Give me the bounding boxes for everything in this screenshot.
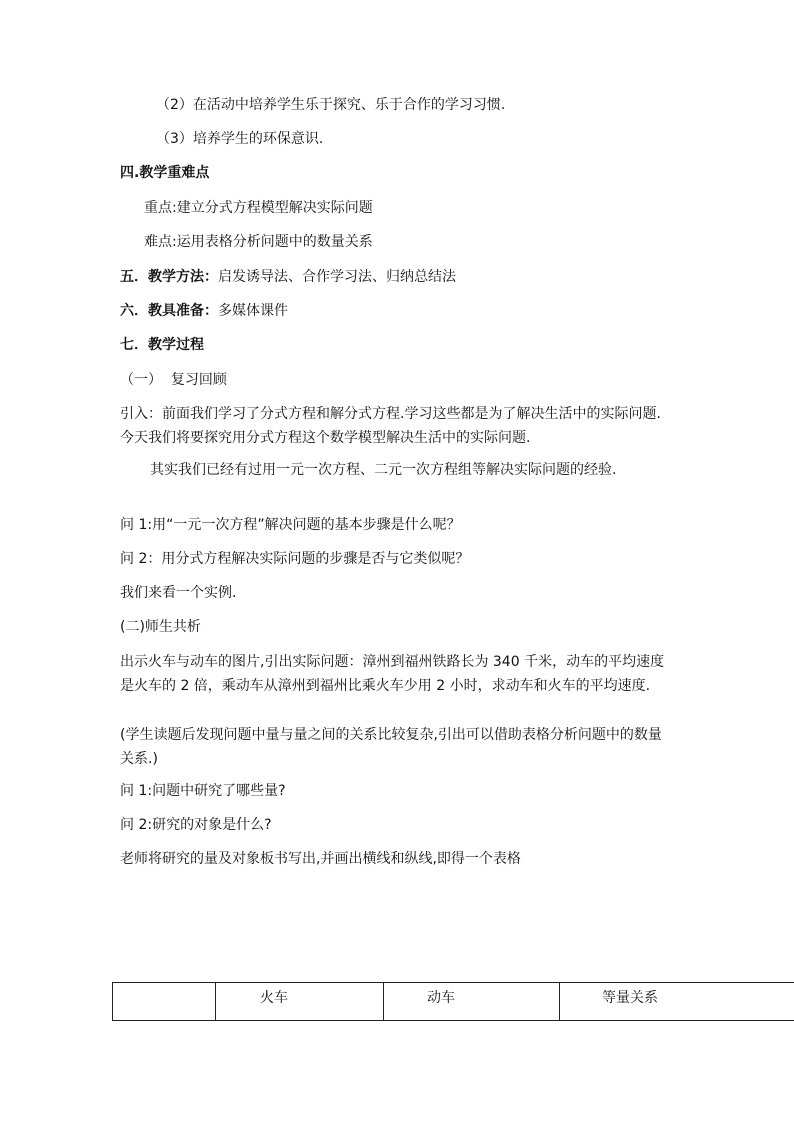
example-line: 我们来看一个实例. [120, 585, 237, 601]
section-6 [120, 299, 680, 323]
analysis-table [112, 982, 794, 1021]
section-5-text: 启发诱导法、合作学习法、归纳总结法 [218, 269, 456, 285]
table-header-train: 火车 [216, 983, 384, 1021]
experience-paragraph: 其实我们已经有过用一元一次方程、二元一次方程组等解决实际问题的经验. [150, 462, 617, 478]
table-row [113, 983, 794, 1021]
part-2-heading: (二)师生共析 [120, 619, 201, 635]
table-header-equality: 等量关系 [560, 983, 794, 1021]
section-4-heading: 四.教学重难点 [120, 165, 210, 181]
teacher-instruction: 老师将研究的量及对象板书写出,并画出横线和纵线,即得一个表格 [120, 851, 521, 867]
note-paragraph: (学生读题后发现问题中量与量之间的关系比较复杂,引出可以借助表格分析问题中的数量关系.) [120, 727, 662, 767]
question-4: 问 2:研究的对象是什么? [120, 817, 272, 833]
objective-item-2: （2）在活动中培养学生乐于探究、乐于合作的学习习惯. [156, 97, 506, 113]
objective-item-3: （3）培养学生的环保意识. [156, 131, 324, 147]
intro-paragraph: 引入：前面我们学习了分式方程和解分式方程.学习这些都是为了解决生活中的实际问题.今天我们将要探究用分式方程这个数学模型解决生活中的实际问题. [120, 406, 661, 446]
part-1-heading: （一） 复习回顾 [120, 372, 227, 388]
difficult-point: 难点:运用表格分析问题中的数量关系 [144, 234, 373, 250]
table-header-bullet-train: 动车 [384, 983, 560, 1021]
table-header-empty [113, 983, 216, 1021]
section-5-label: 五．教学方法： [120, 269, 218, 285]
section-6-text: 多媒体课件 [218, 303, 288, 319]
section-5 [120, 265, 680, 289]
problem-paragraph: 出示火车与动车的图片,引出实际问题：漳州到福州铁路长为 340 千米，动车的平均速度是火车的 2 倍，乘动车从漳州到福州比乘火车少用 2 小时，求动车和火车的平均速度. [120, 654, 665, 694]
section-7-heading: 七．教学过程 [120, 337, 204, 353]
section-6-label: 六．教具准备： [120, 303, 218, 319]
question-3: 问 1:问题中研究了哪些量? [120, 783, 286, 799]
question-2: 问 2：用分式方程解决实际问题的步骤是否与它类似呢？ [120, 551, 470, 567]
key-point: 重点:建立分式方程模型解决实际问题 [144, 200, 373, 216]
question-1: 问 1:用“一元一次方程”解决问题的基本步骤是什么呢？ [120, 517, 461, 533]
